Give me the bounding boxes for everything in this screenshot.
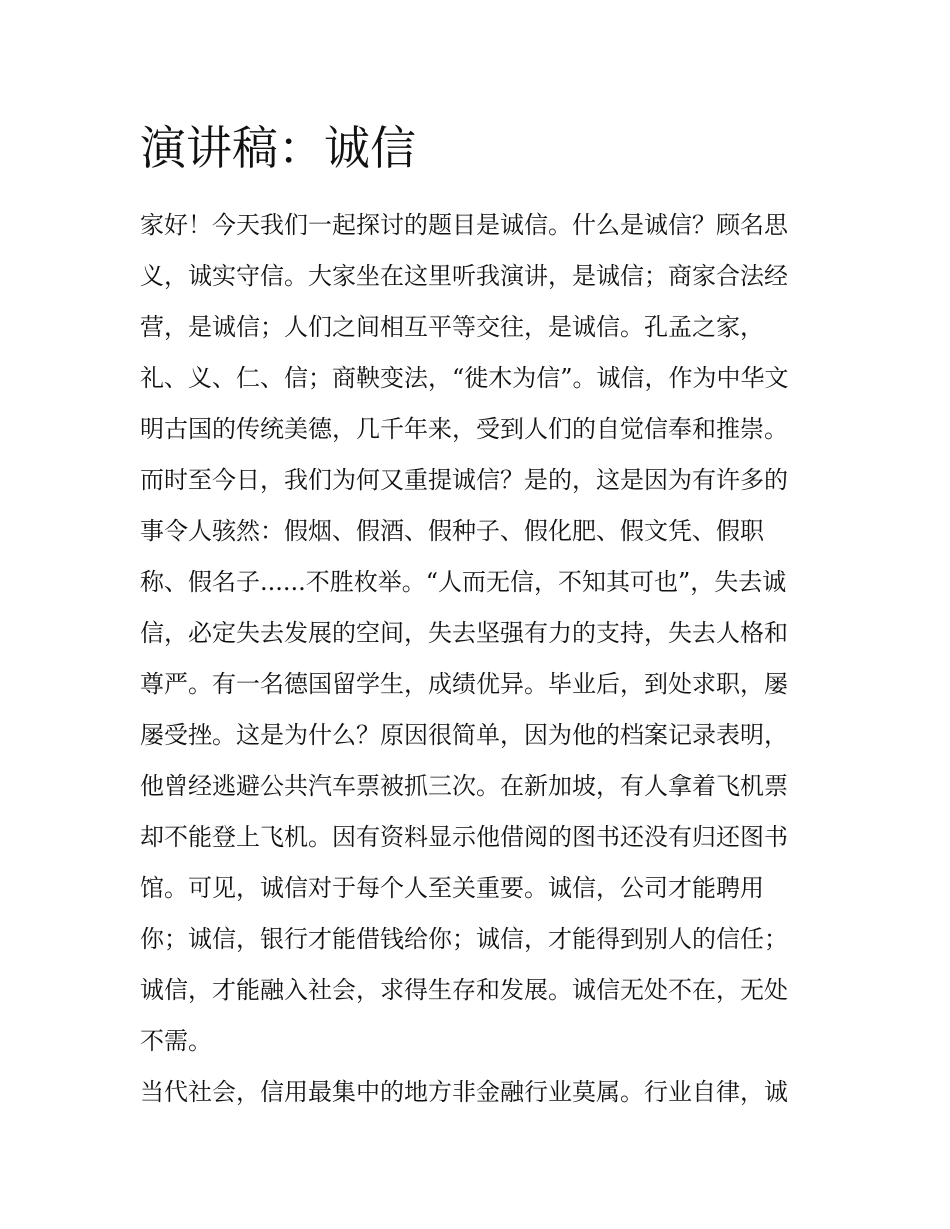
text-line: 却不能登上飞机。因有资料显示他借阅的图书还没有归还图书 (140, 823, 788, 851)
text-line: 当代社会，信用最集中的地方非金融行业莫属。行业自律，诚 (140, 1078, 788, 1106)
text-line: 而时至今日，我们为何又重提诚信？是的，这是因为有许多的 (140, 466, 788, 494)
text-line: 礼、义、仁、信；商鞅变法，“徙木为信”。诚信，作为中华文 (140, 364, 789, 392)
text-line: 营，是诚信；人们之间相互平等交往，是诚信。孔孟之家， (140, 313, 764, 341)
text-line: 明古国的传统美德，几千年来，受到人们的自觉信奉和推崇。 (140, 415, 788, 443)
text-line: 信，必定失去发展的空间，失去坚强有力的支持，失去人格和 (140, 619, 788, 647)
text-line: 屡受挫。这是为什么？原因很简单，因为他的档案记录表明， (140, 721, 788, 749)
text-line: 馆。可见，诚信对于每个人至关重要。诚信，公司才能聘用 (140, 874, 764, 902)
document-title: 演讲稿：诚信 (140, 121, 416, 175)
text-line: 家好！今天我们一起探讨的题目是诚信。什么是诚信？顾名思 (140, 211, 788, 239)
document-body (140, 200, 820, 1118)
text-line: 事令人骇然：假烟、假酒、假种子、假化肥、假文凭、假职 (140, 517, 764, 545)
text-line: 尊严。有一名德国留学生，成绩优异。毕业后，到处求职，屡 (140, 670, 788, 698)
text-line: 你；诚信，银行才能借钱给你；诚信，才能得到别人的信任； (140, 925, 788, 953)
text-line: 义，诚实守信。大家坐在这里听我演讲，是诚信；商家合法经 (140, 262, 788, 290)
text-line: 诚信，才能融入社会，求得生存和发展。诚信无处不在，无处 (140, 976, 788, 1004)
text-line: 不需。 (140, 1027, 212, 1055)
text-line: 他曾经逃避公共汽车票被抓三次。在新加坡，有人拿着飞机票 (140, 772, 788, 800)
text-line: 称、假名子......不胜枚举。“人而无信，不知其可也”，失去诚 (140, 568, 787, 596)
